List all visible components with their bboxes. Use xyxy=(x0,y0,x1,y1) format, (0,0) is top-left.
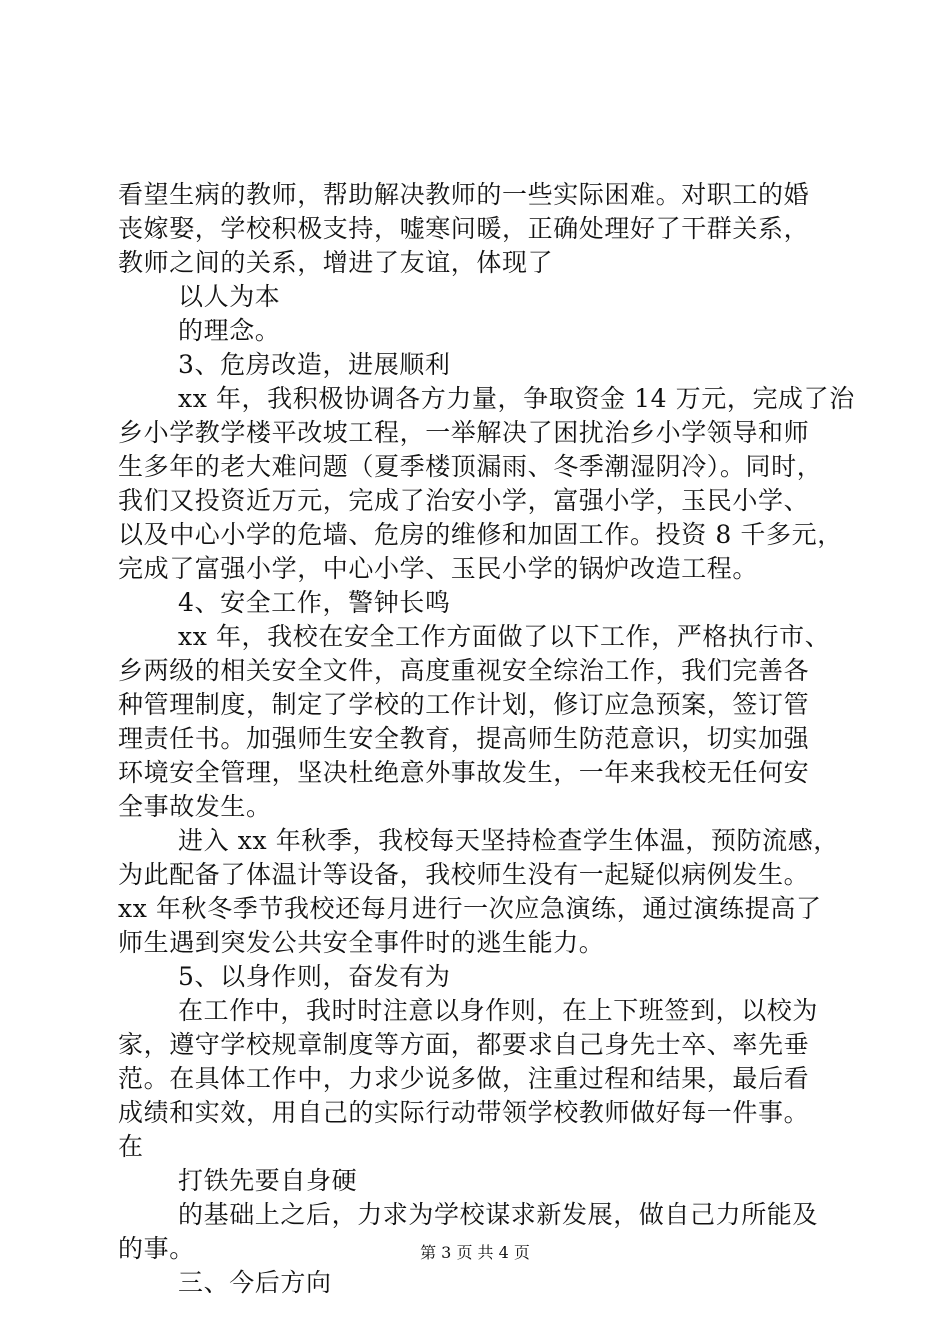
paragraph-line: 范。在具体工作中，力求少说多做，注重过程和结果，最后看 xyxy=(118,1064,810,1093)
paragraph-line: 在 xyxy=(118,1132,144,1161)
paragraph-line: 全事故发生。 xyxy=(118,792,272,821)
paragraph-line: 的理念。 xyxy=(178,316,281,345)
paragraph-line: 丧嫁娶，学校积极支持，嘘寒问暖，正确处理好了干群关系， xyxy=(118,214,810,243)
page-number-footer: 第 3 页 共 4 页 xyxy=(420,1243,530,1262)
paragraph-line: 的事。 xyxy=(118,1234,195,1263)
paragraph-line: 环境安全管理，坚决杜绝意外事故发生，一年来我校无任何安 xyxy=(118,758,810,787)
paragraph-line: 我们又投资近万元，完成了治安小学，富强小学，玉民小学、 xyxy=(118,486,810,515)
section-heading: 5、以身作则，奋发有为 xyxy=(178,962,451,991)
paragraph-line: xx 年，我校在安全工作方面做了以下工作，严格执行市、 xyxy=(178,622,831,651)
paragraph-line: 在工作中，我时时注意以身作则，在上下班签到，以校为 xyxy=(178,996,819,1025)
paragraph-line: xx 年秋冬季节我校还每月进行一次应急演练，通过演练提高了 xyxy=(118,894,822,923)
paragraph-line: 乡两级的相关安全文件，高度重视安全综治工作，我们完善各 xyxy=(118,656,810,685)
section-heading: 3、危房改造，进展顺利 xyxy=(178,350,451,379)
paragraph-line: 以及中心小学的危墙、危房的维修和加固工作。投资 8 千多元， xyxy=(118,520,843,549)
paragraph-line: xx 年，我积极协调各方力量，争取资金 14 万元，完成了治 xyxy=(178,384,855,413)
paragraph-line: 生多年的老大难问题（夏季楼顶漏雨、冬季潮湿阴冷）。同时， xyxy=(118,452,823,481)
paragraph-line: 成绩和实效，用自己的实际行动带领学校教师做好每一件事。 xyxy=(118,1098,810,1127)
paragraph-line: 教师之间的关系，增进了友谊，体现了 xyxy=(118,248,554,277)
paragraph-line: 为此配备了体温计等设备，我校师生没有一起疑似病例发生。 xyxy=(118,860,810,889)
paragraph-line: 完成了富强小学，中心小学、玉民小学的锅炉改造工程。 xyxy=(118,554,759,583)
paragraph-line: 看望生病的教师，帮助解决教师的一些实际困难。对职工的婚 xyxy=(118,180,810,209)
paragraph-line: 乡小学教学楼平改坡工程，一举解决了困扰治乡小学领导和师 xyxy=(118,418,810,447)
paragraph-line: 进入 xx 年秋季，我校每天坚持检查学生体温，预防流感， xyxy=(178,826,839,855)
paragraph-line: 理责任书。加强师生安全教育，提高师生防范意识，切实加强 xyxy=(118,724,810,753)
quoted-phrase: 以人为本 xyxy=(178,282,281,311)
paragraph-line: 种管理制度，制定了学校的工作计划，修订应急预案，签订管 xyxy=(118,690,810,719)
paragraph-line: 师生遇到突发公共安全事件时的逃生能力。 xyxy=(118,928,605,957)
section-heading: 三、今后方向 xyxy=(178,1268,332,1297)
quoted-phrase: 打铁先要自身硬 xyxy=(178,1166,358,1195)
paragraph-line: 家，遵守学校规章制度等方面，都要求自己身先士卒、率先垂 xyxy=(118,1030,810,1059)
paragraph-line: 的基础上之后，力求为学校谋求新发展，做自己力所能及 xyxy=(178,1200,819,1229)
section-heading: 4、安全工作，警钟长鸣 xyxy=(178,588,451,617)
